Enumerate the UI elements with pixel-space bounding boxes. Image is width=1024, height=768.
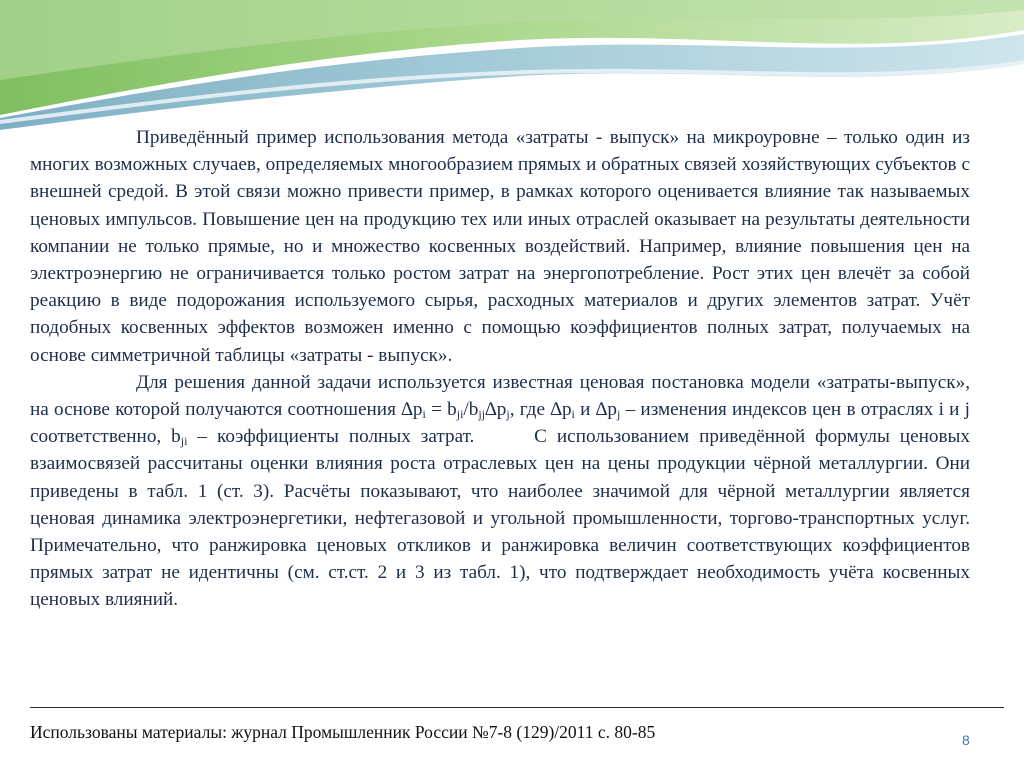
text-segment: /b xyxy=(463,399,479,421)
text-segment: – изменения индексов цен в отраслях i и j соответственно, b xyxy=(30,399,971,448)
subscript: ji xyxy=(456,407,464,422)
subscript: ji xyxy=(180,434,188,449)
paragraph-2 xyxy=(30,369,970,614)
text-segment: ∆p xyxy=(485,399,507,421)
subscript: i xyxy=(422,407,426,422)
subscript: jj xyxy=(478,407,486,422)
footer-source: Использованы материалы: журнал Промышленник России №7-8 (129)/2011 с. 80-85 xyxy=(30,722,656,742)
main-text xyxy=(30,124,970,614)
page-number: 8 xyxy=(962,732,970,748)
text-segment: , где ∆p xyxy=(509,399,572,421)
text-segment: и ∆p xyxy=(574,399,617,421)
footer-divider xyxy=(30,707,1004,708)
decorative-waves-header xyxy=(0,0,1024,130)
subscript: i xyxy=(571,407,575,422)
text-segment: = b xyxy=(425,399,457,421)
subscript: j xyxy=(506,407,510,422)
text-segment: С использованием приведённой формулы ценовых взаимосвязей рассчитаны оценки влияния роста отраслевых цен на цены продукции чёрной металлургии. Они приведены в табл. 1 (ст. 3). Расчёты показывают, что наиболее значимой для чёрной металлургии является ценовая динамика электроэнергетики, нефтегазовой и угольной промышленности, торгово-транспортных услуг. Примечательно, что ранжировка ценовых откликов и ранжировка величин соответствующих коэффициентов прямых затрат не идентичны (см. ст.ст. 2 и 3 из табл. 1), что подтверждает необходимость учёта косвенных ценовых влияний. xyxy=(30,426,970,611)
paragraph-1: Приведённый пример использования метода «затраты - выпуск» на микроуровне – только один из многих возможных случаев, определяемых многообразием прямых и обратных связей хозяйствующих субъектов с внешней средой. В этой связи можно привести пример, в рамках которого оценивается влияние так называемых ценовых импульсов. Повышение цен на продукцию тех или иных отраслей оказывает на результаты деятельности компании не только прямые, но и множество косвенных воздействий. Например, влияние повышения цен на электроэнергию не ограничивается только ростом затрат на энергопотребление. Рост этих цен влечёт за собой реакцию в виде подорожания используемого сырья, расходных материалов и других элементов затрат. Учёт подобных косвенных эффектов возможен именно с помощью коэффициентов полных затрат, получаемых на основе симметричной таблицы «затраты - выпуск». xyxy=(30,127,970,366)
text-segment: Для решения данной задачи используется известная ценовая постановка модели «затраты-выпуск», на основе которой получаются соотношения ∆p xyxy=(30,371,970,421)
subscript: j xyxy=(617,407,621,422)
text-segment: – коэффициенты полных затрат. xyxy=(187,426,475,448)
